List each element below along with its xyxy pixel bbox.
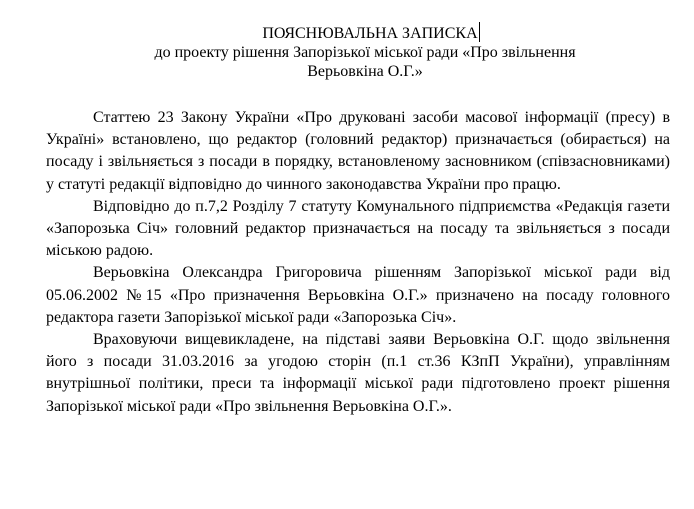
- text-cursor: [479, 22, 480, 42]
- title-line: [24, 22, 694, 43]
- paragraph-3: Верьовкіна Олександра Григоровича рішенням Запорізької міської ради від 05.06.2002 №15 «Про призначення Верьовкіна О.Г.» призначено на посаду головного редактора газети Запорізької міської ради «Запорозька Січ».: [46, 264, 670, 326]
- document-subtitle-line-1: до проекту рішення Запорізької міської ради «Про звільнення: [154, 44, 576, 61]
- document-title: ПОЯСНЮВАЛЬНА ЗАПИСКА: [262, 25, 478, 42]
- document-header: [0, 22, 694, 81]
- paragraph-2: Відповідно до п.7,2 Розділу 7 статуту Комунального підприємства «Редакція газети «Запорозька Січ» головний редактор призначається на посаду та звільняється з посади міською радою.: [46, 197, 670, 260]
- document-subtitle-line-2: Верьовкіна О.Г.»: [307, 63, 423, 80]
- paragraph-1: Статтею 23 Закону України «Про друковані засоби масової інформації (пресу) в Україні» встановлено, що редактор (головний редактор) призначається (обирається) на посаду і звільняється з посади в порядку, встановленому засновником (співзасновниками) у статуті редакції відповідно до чинного законодавства України про працю.: [46, 109, 670, 193]
- document-body: [46, 107, 670, 418]
- paragraph-4: Враховуючи вищевикладене, на підставі заяви Верьовкіна О.Г. щодо звільнення його з посади 31.03.2016 за угодою сторін (п.1 ст.36 КЗпП України), управлінням внутрішньої політики, преси та інформації міської ради підготовлено проект рішення Запорізької міської ради «Про звільнення Верьовкіна О.Г.».: [46, 331, 670, 415]
